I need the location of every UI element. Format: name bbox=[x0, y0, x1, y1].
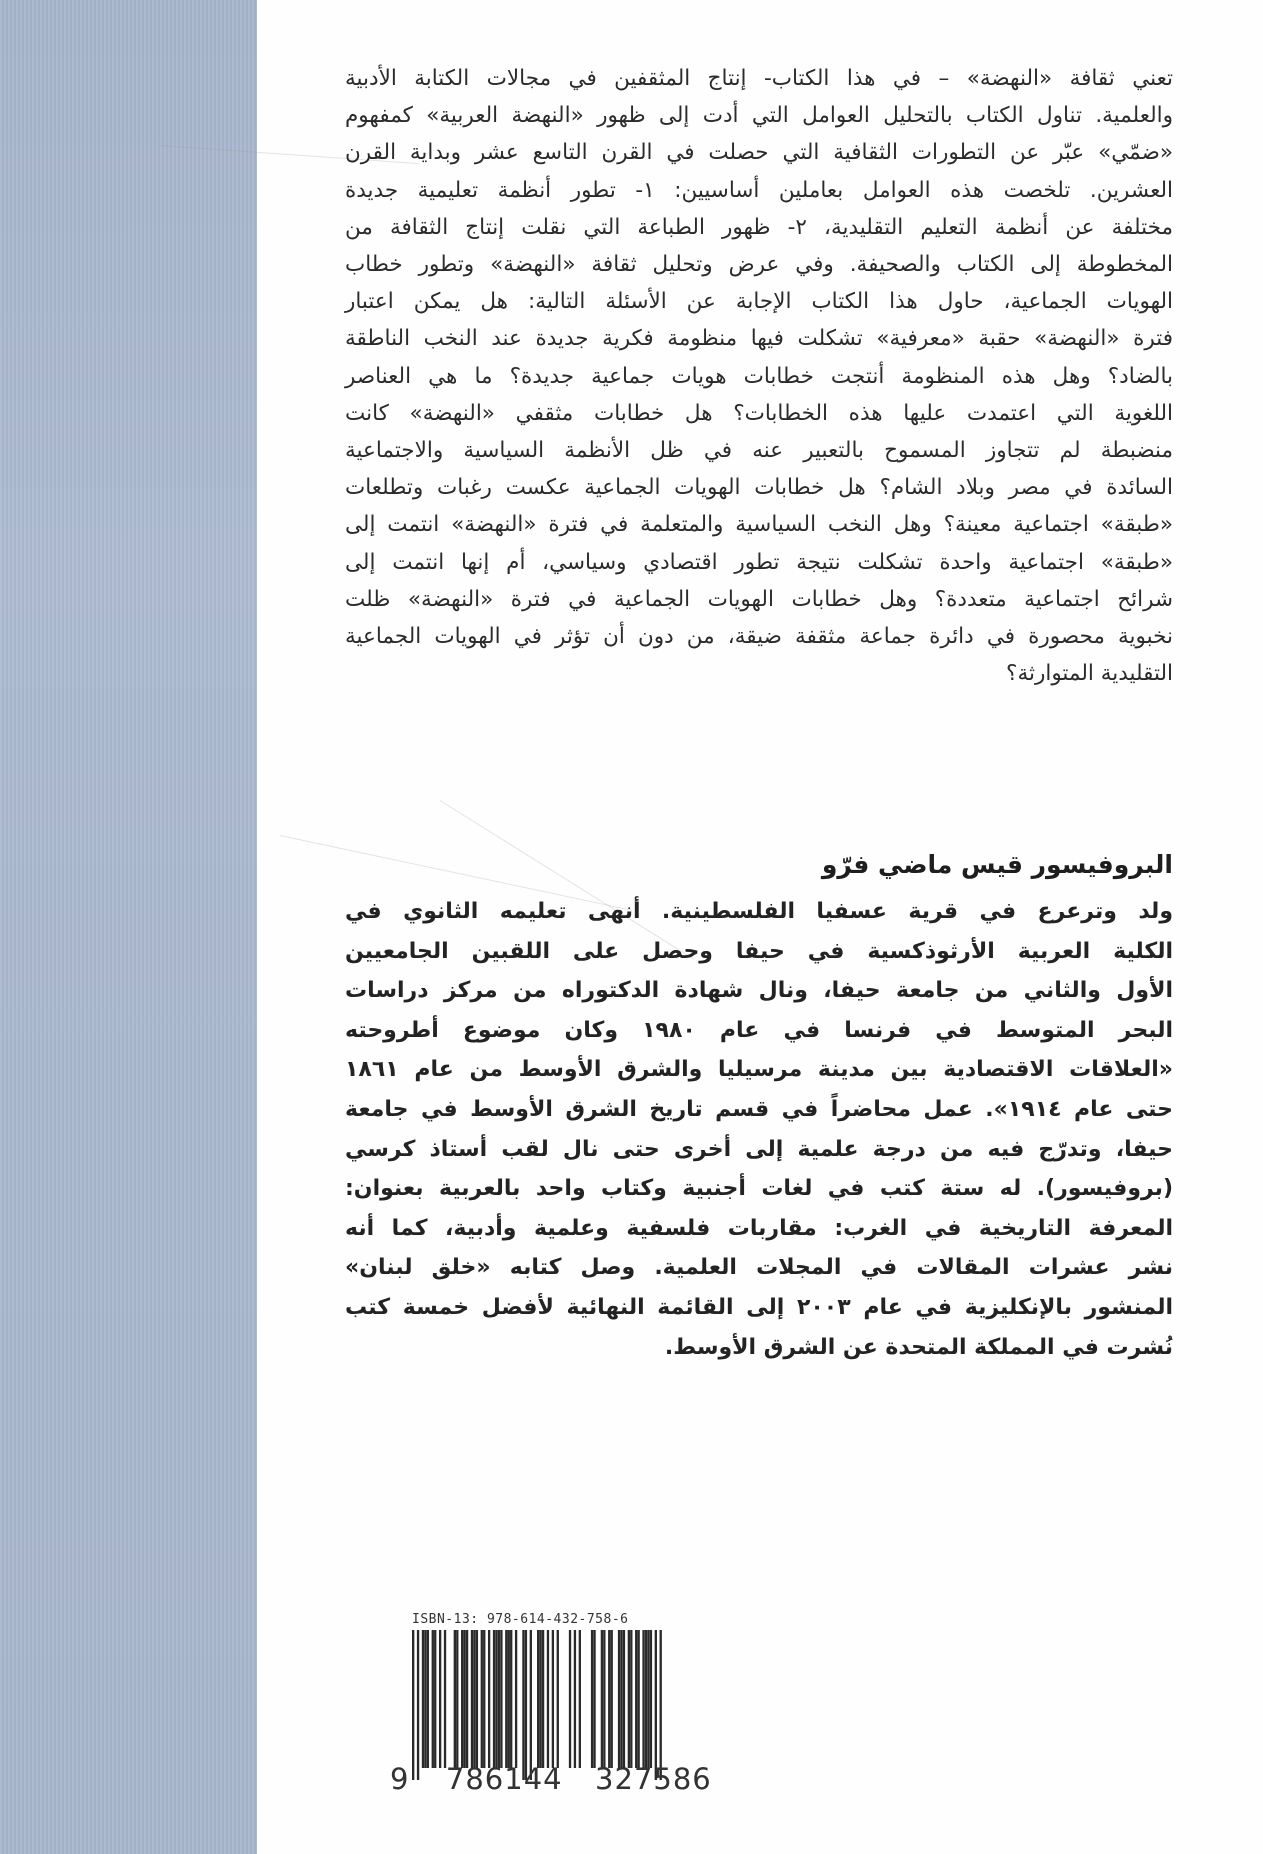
barcode-bar bbox=[439, 1630, 441, 1768]
barcode-bar bbox=[522, 1630, 524, 1780]
barcode-bar bbox=[434, 1630, 436, 1768]
barcode-bar bbox=[493, 1630, 495, 1768]
barcode-bar bbox=[471, 1630, 473, 1768]
description-paragraph bbox=[345, 60, 1173, 692]
barcode-bar bbox=[515, 1630, 517, 1768]
bio-line: الكلية العربية الأرثوذكسية في حيفا وحصل على اللقبين الجامعيين bbox=[345, 938, 1173, 964]
bio-line: الأول والثاني من جامعة حيفا، ونال شهادة الدكتوراه من مركز دراسات bbox=[345, 978, 1173, 1004]
barcode-bar bbox=[650, 1630, 652, 1768]
bio-line: حتى عام ١٩١٤». عمل محاضراً في قسم تاريخ الشرق الأوسط في جامعة bbox=[345, 1096, 1173, 1122]
barcode-bar bbox=[637, 1630, 639, 1768]
bio-line: المعرفة التاريخية في الغرب: مقاربات فلسفية وعلمية وأدبية، كما أنه bbox=[345, 1215, 1173, 1241]
barcode-bar bbox=[500, 1630, 502, 1768]
barcode-bar bbox=[601, 1630, 603, 1768]
description-line: والعلمية. تناول الكتاب بالتحليل العوامل التي أدت إلى ظهور «النهضة العربية» كمفهوم bbox=[345, 103, 1173, 129]
barcode-bar bbox=[628, 1630, 630, 1768]
barcode-bar bbox=[542, 1630, 544, 1768]
barcode-bar bbox=[488, 1630, 490, 1768]
barcode-bar bbox=[611, 1630, 613, 1768]
barcode-bar bbox=[498, 1630, 500, 1768]
barcode-bar bbox=[608, 1630, 610, 1768]
isbn-label: ISBN-13: 978-614-432-758-6 bbox=[412, 1612, 629, 1627]
barcode-bar bbox=[525, 1630, 527, 1780]
barcode-bar bbox=[618, 1630, 620, 1768]
barcode-bar bbox=[569, 1630, 571, 1768]
author-bio bbox=[345, 892, 1173, 1367]
description-line: العشرين. تلخصت هذه العوامل بعاملين أساسيين: ١- تطور أنظمة تعليمية جديدة bbox=[345, 177, 1173, 203]
barcode-bar bbox=[417, 1630, 419, 1780]
description-line: بالضاد؟ وهل هذه المنظومة أنتجت خطابات هويات جماعية جديدة؟ ما هي العناصر bbox=[345, 363, 1173, 389]
barcode-bar bbox=[463, 1630, 465, 1768]
barcode-digit-lead: 9 bbox=[390, 1762, 410, 1796]
barcode-bar bbox=[557, 1630, 559, 1768]
barcode-bar bbox=[444, 1630, 446, 1768]
bio-line: «العلاقات الاقتصادية بين مدينة مرسيليا والشرق الأوسط من عام ١٨٦١ bbox=[345, 1057, 1173, 1083]
barcode-bar bbox=[510, 1630, 512, 1768]
barcode-digits-right: 327586 bbox=[595, 1762, 712, 1796]
description-line: الهويات الجماعية، حاول هذا الكتاب الإجابة عن الأسئلة التالية: هل يمكن اعتبار bbox=[345, 289, 1173, 315]
barcode-digits-left: 786144 bbox=[445, 1762, 563, 1796]
barcode-bars bbox=[412, 1630, 662, 1780]
barcode-bar bbox=[432, 1630, 434, 1768]
barcode-bar bbox=[508, 1630, 510, 1768]
barcode-bar bbox=[547, 1630, 549, 1768]
barcode-digits bbox=[390, 1762, 712, 1796]
book-description bbox=[345, 60, 1173, 692]
barcode-bar bbox=[645, 1630, 647, 1768]
barcode-bar bbox=[424, 1630, 426, 1768]
isbn-barcode bbox=[390, 1612, 712, 1796]
barcode-bar bbox=[422, 1630, 424, 1768]
description-line: «طبقة» اجتماعية واحدة تشكلت نتيجة تطور اقتصادي وسياسي، أم إنها انتمت إلى bbox=[345, 549, 1173, 575]
barcode-bar bbox=[620, 1630, 622, 1768]
barcode-bar bbox=[603, 1630, 605, 1768]
barcode-bar bbox=[466, 1630, 468, 1768]
bio-line: ولد وترعرع في قرية عسفيا الفلسطينية. أنهى تعليمه الثانوي في bbox=[345, 899, 1173, 924]
barcode-bar bbox=[655, 1630, 657, 1780]
author-name: البروفيسور قيس ماضي فرّو bbox=[821, 850, 1173, 879]
description-line: فترة «النهضة» حقبة «معرفية» تشكلت فيها منظومة فكرية جديدة عند النخب الناطقة bbox=[345, 326, 1173, 352]
cover-side-band bbox=[0, 0, 257, 1854]
description-line: السائدة في مصر وبلاد الشام؟ هل خطابات الهويات الجماعية عكست رغبات وتطلعات bbox=[345, 475, 1173, 501]
barcode-bar bbox=[642, 1630, 644, 1768]
barcode-bar bbox=[427, 1630, 429, 1768]
description-line: التقليدية المتوارثة؟ bbox=[1006, 661, 1173, 687]
description-line: نخبوية محصورة في دائرة جماعة مثقفة ضيقة، من دون أن تؤثر في الهويات الجماعية bbox=[345, 624, 1173, 650]
barcode-bar bbox=[530, 1630, 532, 1780]
barcode-bar bbox=[647, 1630, 649, 1768]
barcode-bar bbox=[481, 1630, 483, 1768]
barcode-bar bbox=[483, 1630, 485, 1768]
bio-line: المنشور بالإنكليزية في عام ٢٠٠٣ إلى القائمة النهائية لأفضل خمسة كتب bbox=[345, 1294, 1173, 1320]
barcode-bar bbox=[461, 1630, 463, 1768]
description-line: المخطوطة إلى الكتاب والصحيفة. وفي عرض وتحليل ثقافة «النهضة» وتطور خطاب bbox=[345, 252, 1173, 278]
bio-line: نشر عشرات المقالات في المجلات العلمية. وصل كتابه «خلق لبنان» bbox=[345, 1255, 1173, 1281]
bio-line: البحر المتوسط في فرنسا في عام ١٩٨٠ وكان موضوع أطروحته bbox=[345, 1017, 1173, 1043]
description-line: «ضمّي» عبّر عن التطورات الثقافية التي حصلت في القرن التاسع عشر وبداية القرن bbox=[345, 140, 1173, 166]
barcode-bar bbox=[635, 1630, 637, 1768]
bio-line: حيفا، وتدرّج فيه من درجة علمية إلى أخرى حتى نال لقب أستاذ كرسي bbox=[345, 1136, 1173, 1162]
barcode-bar bbox=[454, 1630, 456, 1768]
barcode-bar bbox=[574, 1630, 576, 1768]
description-line: مختلفة عن أنظمة التعليم التقليدية، ٢- ظهور الطباعة التي نقلت إنتاج الثقافة من bbox=[345, 214, 1173, 240]
description-line: اللغوية التي اعتمدت عليها هذه الخطابات؟ هل خطابات مثقفي «النهضة» كانت bbox=[345, 400, 1173, 426]
barcode-bar bbox=[476, 1630, 478, 1768]
barcode-bar bbox=[579, 1630, 581, 1768]
barcode-bar bbox=[495, 1630, 497, 1768]
description-line: «طبقة» اجتماعية معينة؟ وهل النخب السياسية والمتعلمة في فترة «النهضة» انتمت إلى bbox=[345, 512, 1173, 538]
description-line: تعني ثقافة «النهضة» – في هذا الكتاب- إنتاج المثقفين في مجالات الكتابة الأدبية bbox=[345, 66, 1173, 91]
barcode-bar bbox=[537, 1630, 539, 1768]
barcode-bar bbox=[593, 1630, 595, 1768]
description-line: منضبطة لم تتجاوز المسموح بالتعبير عنه في ظل الأنظمة السياسية والاجتماعية bbox=[345, 438, 1173, 464]
barcode-bar bbox=[630, 1630, 632, 1768]
barcode-bar bbox=[591, 1630, 593, 1768]
barcode-bar bbox=[552, 1630, 554, 1768]
barcode-bar bbox=[473, 1630, 475, 1768]
barcode-bar bbox=[623, 1630, 625, 1768]
bio-line: نُشرت في المملكة المتحدة عن الشرق الأوسط. bbox=[664, 1334, 1173, 1360]
barcode-bar bbox=[456, 1630, 458, 1768]
description-line: شرائح اجتماعية متعددة؟ وهل خطابات الهويات الجماعية في فترة «النهضة» ظلت bbox=[345, 586, 1173, 612]
barcode-bar bbox=[660, 1630, 662, 1780]
barcode-bar bbox=[505, 1630, 507, 1768]
bio-line: (بروفيسور). له ستة كتب في لغات أجنبية وكتاب واحد بالعربية بعنوان: bbox=[345, 1176, 1173, 1202]
barcode-bar bbox=[539, 1630, 541, 1768]
barcode-bar bbox=[412, 1630, 414, 1780]
